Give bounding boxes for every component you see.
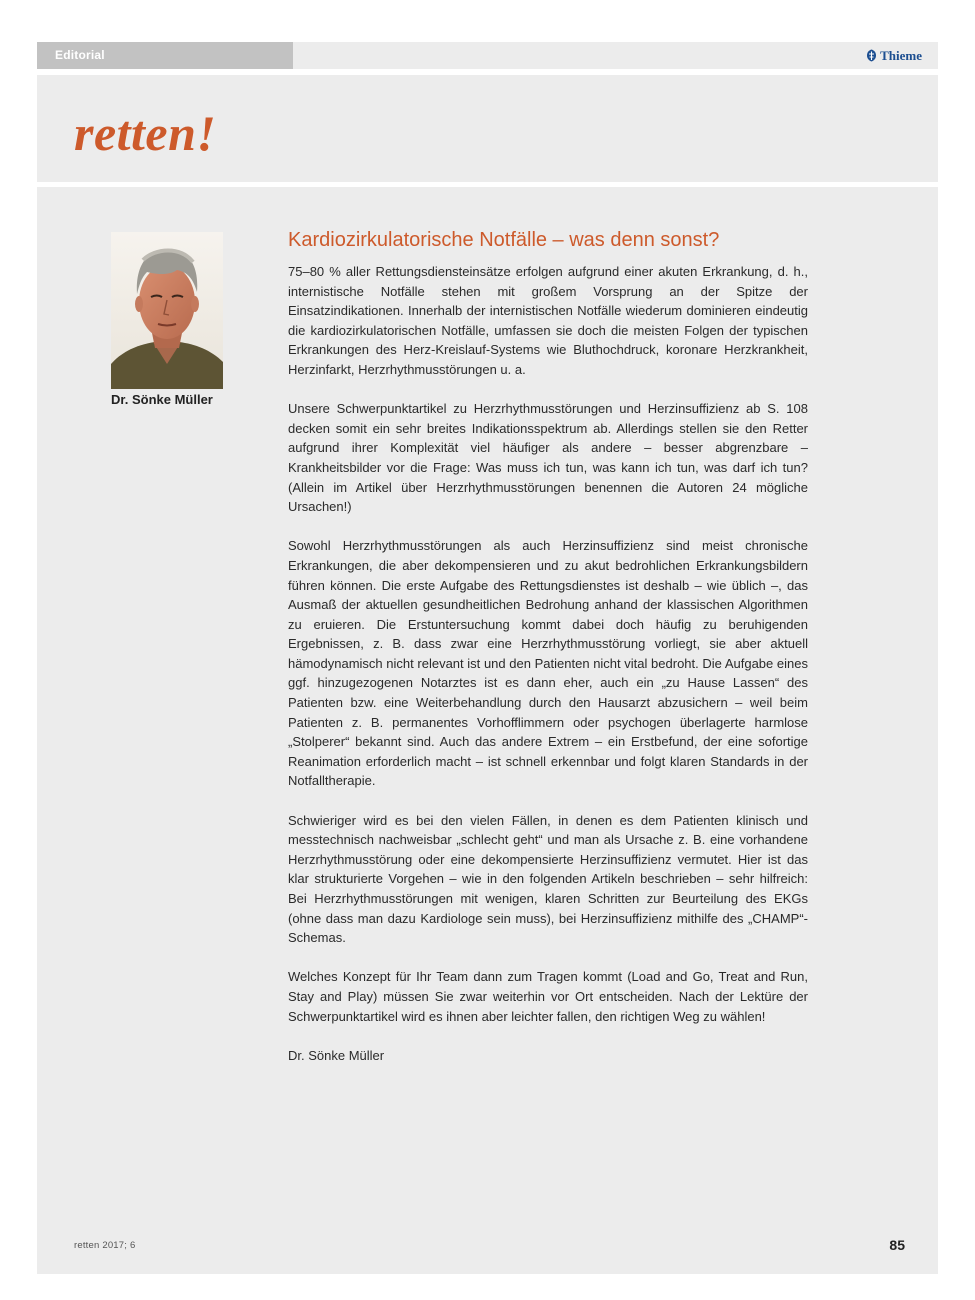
article-paragraph: Welches Konzept für Ihr Team dann zum Tragen kommt (Load and Go, Treat and Run, Stay and Play) müssen Sie zwar weiterhin vor Ort entscheiden. Nach der Lektüre der Schwerpunktartikel wird es ihnen aber leichter fallen, den richtigen Weg zu wählen! <box>288 969 808 1024</box>
masthead <box>37 75 938 182</box>
article <box>288 227 808 1065</box>
content-area <box>37 187 938 1274</box>
page-header <box>37 42 938 69</box>
article-paragraph: Unsere Schwerpunktartikel zu Herzrhythmusstörungen und Herzinsuffizienz ab S. 108 decken somit ein sehr breites Indikationsspektrum ab. Allerdings stellen sie den Retter aufgrund ihrer Komplexität viel häufiger als andere – besser abgrenzbare – Krankheitsbilder vor die Frage: Was muss ich tun, was kann ich tun, was darf ich tun? (Allein im Artikel über Herzrhythmusstörungen benennen die Autoren 24 mögliche Ursachen!) <box>288 401 808 515</box>
page-number: 85 <box>889 1237 905 1253</box>
article-title: Kardiozirkulatorische Notfälle – was denn sonst? <box>288 229 720 251</box>
author-caption: Dr. Sönke Müller <box>111 392 213 407</box>
author-photo <box>111 232 223 389</box>
publisher-brand <box>866 42 922 69</box>
article-paragraph: 75–80 % aller Rettungsdiensteinsätze erfolgen aufgrund einer akuten Erkrankung, d. h., internistische Notfälle stehen mit großem Vorsprung an der Spitze der Einsatzindikationen. Innerhalb der internistischen Notfälle wiederum dominieren eindeutig die kardiozirkulatorischen Notfälle, umfassen sie doch die meisten Folgen der typischen Erkrankungen des Herz-Kreislauf-Systems wie Bluthochdruck, koronare Herzkrankheit, Herzinfarkt, Herzrhythmusstörungen u. a. <box>288 264 808 377</box>
article-paragraph: Sowohl Herzrhythmusstörungen als auch Herzinsuffizienz sind meist chronische Erkrankungen, die aber dekompensieren und zu akut bedrohlichen Erkrankungsbildern führen können. Die erste Aufgabe des Rettungsdienstes ist deshalb – wie üblich –, das Ausmaß der aktuellen gesundheitlichen Bedrohung anhand der klassischen Algorithmen zu eruieren. Die Erstuntersuchung kommt dabei doch häufig zu beruhigenden Ergebnissen, z. B. dass zwar eine Herzrhythmusstörung vorliegt, sie aber aktuell hämodynamisch nicht relevant ist und den Patienten nicht vital bedroht. Die Aufgabe eines ggf. hinzugezogenen Notarztes ist es dann eher, auch ein „zu Hause Lassen“ des Patienten bzw. eine Weiterbehandlung durch den Hausarzt abzusichern – weil beim Patienten z. B. permanentes Vorhofflimmern oder psychogen überlagerte harmlose „Stolperer“ bekannt sind. Auch das andere Extrem – ein Erstbefund, der eine sofortige Reanimation erforderlich macht – ist schnell erkennbar und folgt klaren Standards in der Notfalltherapie. <box>288 538 808 789</box>
masthead-title: retten! <box>74 105 217 161</box>
section-label: Editorial <box>37 42 293 69</box>
article-signature: Dr. Sönke Müller <box>288 1047 385 1063</box>
thieme-logo-icon <box>866 49 877 62</box>
publisher-name: Thieme <box>880 47 922 63</box>
journal-citation: retten 2017; 6 <box>74 1240 136 1251</box>
article-paragraph: Schwieriger wird es bei den vielen Fällen, in denen es dem Patienten klinisch und messtechnisch nachweisbar „schlecht geht“ und man als Ursache z. B. eine vorhandene Herzrhythmusstörung oder eine dekompensierte Herzinsuffizienz vermutet. Hier ist das klar strukturierte Vorgehen – wie in den folgenden Artikeln beschrieben – sehr hilfreich: Bei Herzrhythmusstörungen mit wenigen, klaren Schritten zur Beurteilung des EKGs (ohne dass man dazu Kardiologe sein muss), bei Herzinsuffizienz mithilfe des „CHAMP“-Schemas. <box>288 812 808 946</box>
